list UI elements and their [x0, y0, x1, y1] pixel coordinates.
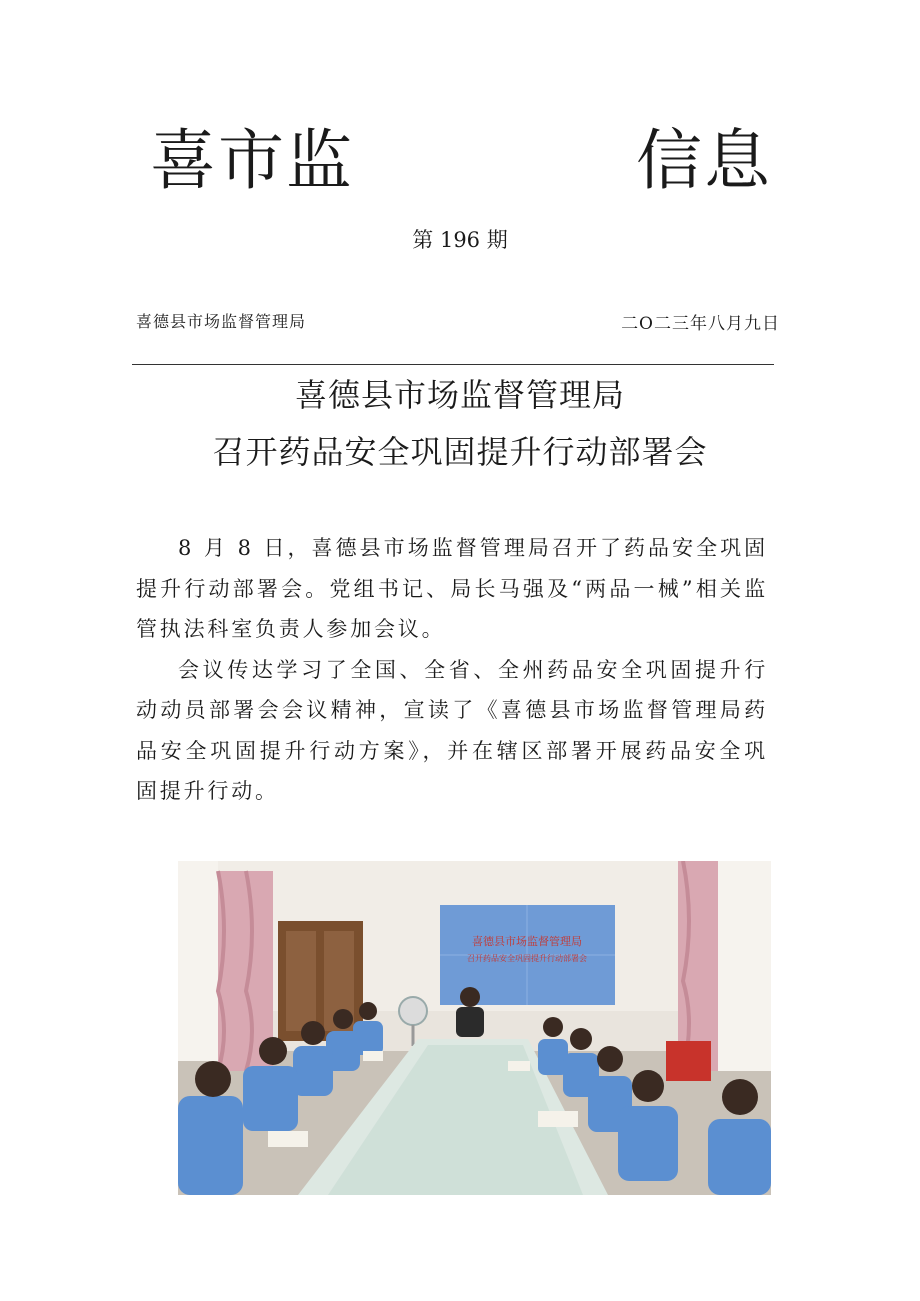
header-divider — [132, 364, 774, 365]
screen-text-line1: 喜德县市场监督管理局 — [472, 935, 582, 948]
masthead-title-right: 信息 — [636, 122, 772, 199]
article-title-line1: 喜德县市场监督管理局 — [294, 376, 625, 414]
masthead-title-left: 喜市监 — [150, 122, 354, 199]
article-body — [136, 528, 768, 812]
article-paragraph: 会议传达学习了全国、全省、全州药品安全巩固提升行动动员部署会会议精神，宣读了《喜德县市场监督管理局药品安全巩固提升行动方案》，并在辖区部署开展药品安全巩固提升行动。 — [136, 657, 768, 803]
meeting-photo — [178, 861, 771, 1195]
screen-text-line2: 召开药品安全巩固提升行动部署会 — [467, 954, 587, 963]
publish-date: 二O二三年八月九日 — [621, 314, 780, 334]
issue-number: 第 196 期 — [412, 228, 508, 252]
article-title-line2: 召开药品安全巩固提升行动部署会 — [212, 433, 708, 471]
publisher: 喜德县市场监督管理局 — [136, 312, 307, 331]
article-paragraph: 8 月 8 日，喜德县市场监督管理局召开了药品安全巩固提升行动部署会。党组书记、局长马强及“两品一械”相关监管执法科室负责人参加会议。 — [136, 536, 768, 641]
